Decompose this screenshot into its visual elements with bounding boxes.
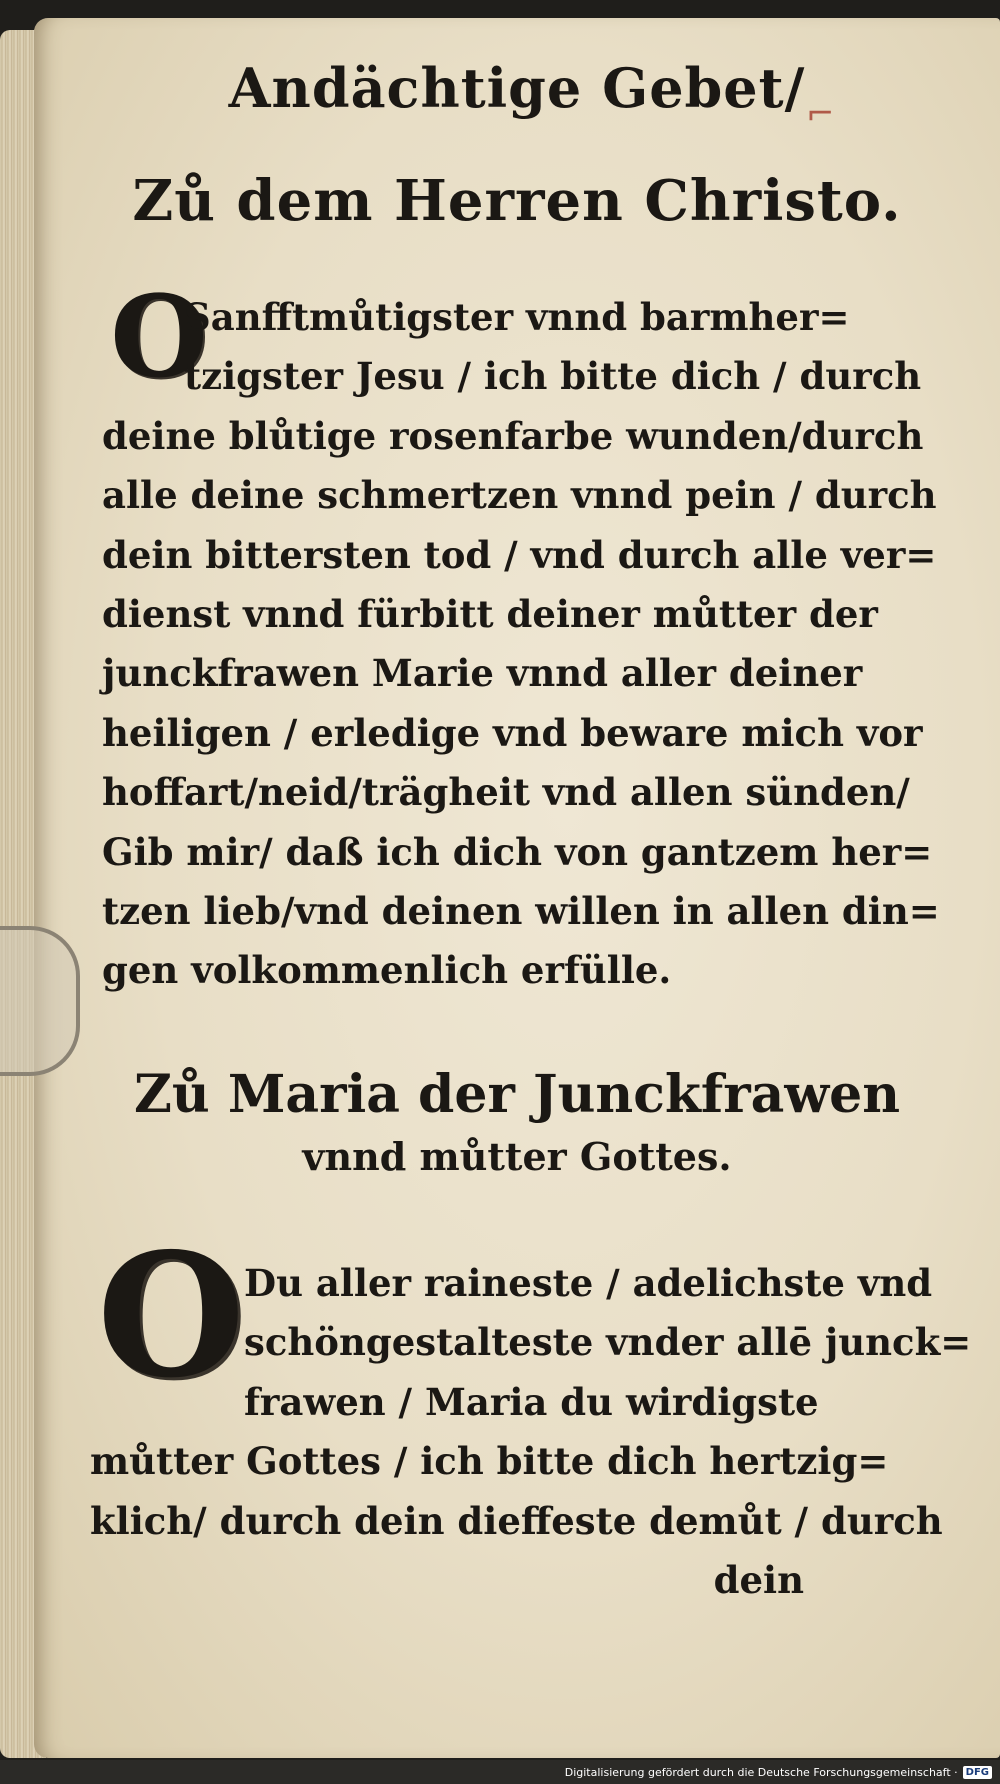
prayer-1-line: dein bittersten tod / vnd durch alle ver= xyxy=(102,532,937,577)
prayer-1-line: Gib mir/ daß ich dich von gantzem her= xyxy=(102,829,933,874)
prayer-1-line: dienst vnnd fürbitt deiner můtter der xyxy=(102,591,878,636)
prayer-2-line: schöngestalteste vnder allē junck= xyxy=(244,1320,972,1365)
digitization-footer xyxy=(565,1763,992,1781)
prayer-2-text xyxy=(244,1254,972,1432)
prayer-1-line: deine blůtige rosenfarbe wunden/durch xyxy=(102,413,924,458)
prayer-2-line: Du aller raineste / adelichste vnd xyxy=(244,1261,933,1305)
section-heading-line2: vnnd můtter Gottes. xyxy=(302,1134,732,1179)
pencil-mark: ⌐ xyxy=(806,94,835,134)
prayer-1-line: alle deine schmertzen vnnd pein / durch xyxy=(102,473,937,518)
dfg-logo: DFG xyxy=(963,1766,992,1779)
prayer-2-line: můtter Gottes / ich bitte dich hertzig= xyxy=(90,1439,889,1484)
prayer-2-catchword: dein xyxy=(713,1557,804,1602)
decorated-initial-1: O xyxy=(110,271,208,403)
footer-text: Digitalisierung gefördert durch die Deutsche Forschungsgemeinschaft · xyxy=(564,1765,958,1779)
prayer-1-line: hoffart/neid/trägheit vnd allen sünden/ xyxy=(102,770,910,815)
section-heading-line1: Zů Maria der Junckfrawen xyxy=(133,1064,901,1125)
page-title-line1: Andächtige Gebet/ xyxy=(228,56,806,120)
prayer-2-line: klich/ durch dein dieffeste demůt / durch xyxy=(90,1498,943,1543)
prayer-1-line: gen volkommenlich erfülle. xyxy=(102,948,672,993)
decorated-initial-2: O xyxy=(96,1216,246,1416)
page-title-line2: Zů dem Herren Christo. xyxy=(132,168,902,234)
prayer-1-text-cont xyxy=(102,407,940,1001)
book-clasp xyxy=(0,926,80,1076)
prayer-1-line: tzen lieb/vnd deinen willen in allen din= xyxy=(102,888,940,933)
prayer-1-line: Sanfftmůtigster vnnd barmher= xyxy=(184,295,850,339)
prayer-2-text-cont xyxy=(90,1432,943,1610)
prayer-2-line: frawen / Maria du wirdigste xyxy=(244,1379,819,1424)
prayer-1-line: heiligen / erledige vnd beware mich vor xyxy=(102,710,923,755)
prayer-1-line: junckfrawen Marie vnnd aller deiner xyxy=(102,651,863,696)
prayer-1-text xyxy=(184,288,922,407)
book-page xyxy=(34,18,1000,1758)
prayer-1-line: tzigster Jesu / ich bitte dich / durch xyxy=(184,354,922,399)
